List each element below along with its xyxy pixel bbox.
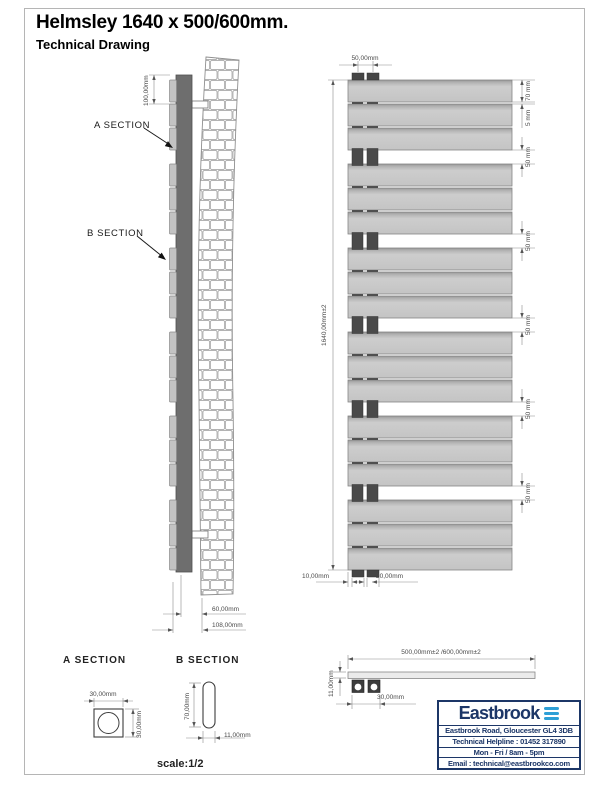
wall-section (198, 57, 239, 595)
side-label-a-section: A SECTION (94, 120, 151, 131)
top-view-radiator (348, 672, 535, 693)
scale-label: scale:1/2 (157, 758, 204, 770)
section-b-width-label: 11,00mm (224, 732, 251, 739)
info-address: Eastbrook Road, Gloucester GL4 3DB (439, 725, 579, 736)
section-a-height-label: 30,00mm (136, 710, 143, 738)
wall-bracket-bottom (192, 531, 208, 538)
thickness-label: 11,00mm (328, 670, 335, 697)
info-hours: Mon - Fri / 8am - 5pm (439, 747, 579, 758)
section-gap-label: 50 mm (525, 147, 532, 167)
wall-offset-label: 100,00mm (143, 75, 150, 106)
side-label-b-section: B SECTION (87, 228, 144, 239)
overall-depth-label: 108,00mm (212, 622, 243, 629)
section-a-heading: A SECTION (63, 655, 127, 666)
info-email: Email : technical@eastbrookco.com (439, 757, 579, 768)
section-a-width-label: 30,00mm (89, 691, 117, 698)
info-helpline: Technical Helpline : 01452 317890 (439, 736, 579, 747)
section-b-heading: B SECTION (176, 655, 240, 666)
collector-bar-side (176, 75, 192, 572)
pipe-spacing-bottom-label: 20,00mm (376, 573, 404, 580)
panel-gap-label: 5 mm (525, 109, 532, 126)
page-title: Helmsley 1640 x 500/600mm. (36, 12, 289, 33)
brand-logo-row (439, 702, 579, 725)
section-gap-label: 50 mm (525, 231, 532, 251)
section-gap-label: 50 mm (525, 315, 532, 335)
depth-label: 60,00mm (212, 606, 240, 613)
leader-arrows (137, 128, 173, 260)
section-gap-label: 50 mm (525, 399, 532, 419)
section-b-detail (203, 682, 215, 728)
page-subtitle: Technical Drawing (36, 37, 150, 52)
wall-bracket-top (192, 101, 208, 108)
brand-logo: Eastbrook (458, 703, 540, 723)
panel-height-label: 70 mm (525, 81, 532, 101)
front-view-radiator (348, 73, 512, 577)
top-width-label: 50,00mm (351, 55, 379, 62)
pipe-offset-label: 10,00mm (302, 573, 330, 580)
section-b-height-label: 70,00mm (184, 692, 191, 720)
section-gap-label: 50 mm (525, 483, 532, 503)
overall-height-label: 1640,00mm±2 (321, 304, 328, 346)
info-box (437, 700, 581, 770)
triple-wave-icon (544, 707, 559, 721)
overall-width-label: 500,00mm±2 /600,00mm±2 (401, 649, 481, 656)
section-a-detail (94, 709, 123, 737)
pipe-spacing-label: 30,00mm (377, 694, 405, 701)
